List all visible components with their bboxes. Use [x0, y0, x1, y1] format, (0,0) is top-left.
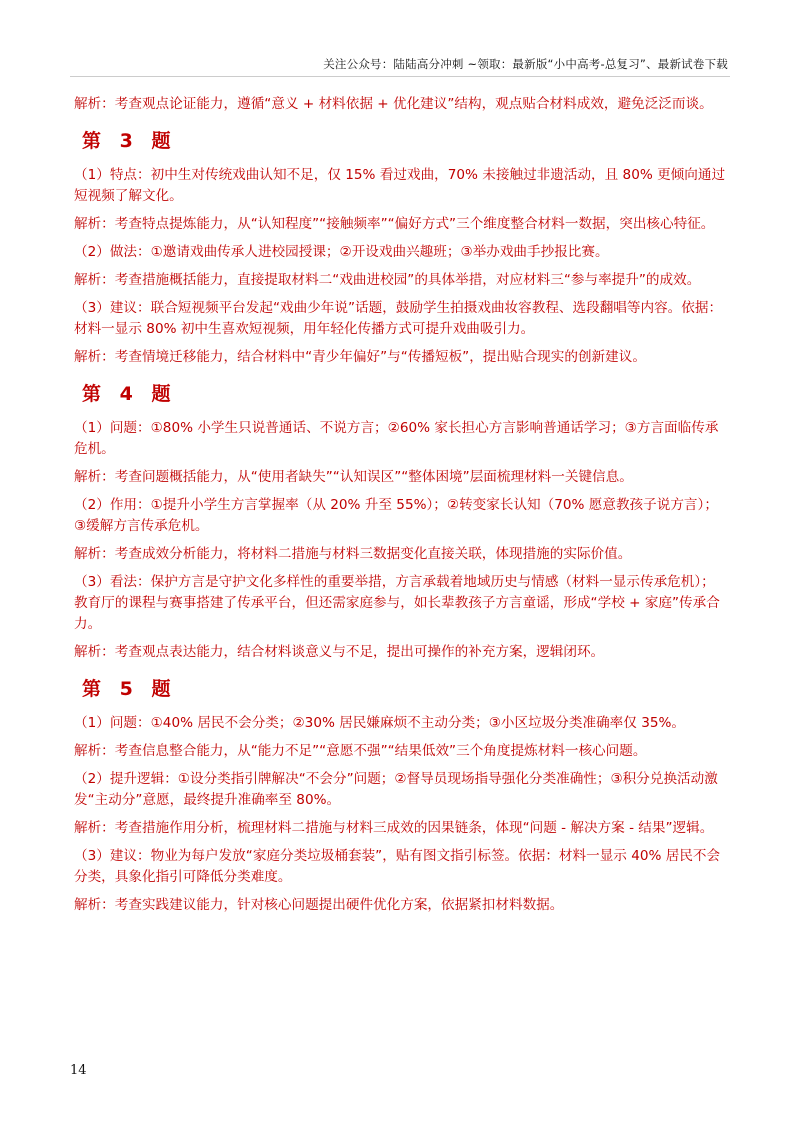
question-title: 第 4 题: [82, 383, 177, 405]
answer-part: （2）作用：①提升小学生方言掌握率（从 20% 升至 55%）；②转变家长认知（70% 愿意教孩子说方言）；③缓解方言传承危机。: [74, 497, 718, 534]
answer-part: （1）特点：初中生对传统戏曲认知不足，仅 15% 看过戏曲，70% 未接触过非遗活动，且 80% 更倾向通过短视频了解文化。: [74, 167, 726, 204]
question-4: [74, 382, 728, 663]
analysis-text: 解析：考查措施作用分析，梳理材料二措施与材料三成效的因果链条，体现“问题 - 解决方案 - 结果”逻辑。: [74, 820, 714, 836]
analysis-text: 解析：考查情境迁移能力，结合材料中“青少年偏好”与“传播短板”，提出贴合现实的创新建议。: [74, 349, 646, 365]
document-body: [74, 94, 728, 923]
answer-part: （3）看法：保护方言是守护文化多样性的重要举措，方言承载着地域历史与情感（材料一显示传承危机）；教育厅的课程与赛事搭建了传承平台，但还需家庭参与，如长辈教孩子方言童谣，形成“学校 + 家庭”传承合力。: [74, 574, 720, 632]
answer-part: （3）建议：物业为每户发放“家庭分类垃圾桶套装”，贴有图文指引标签。依据：材料一显示 40% 居民不会分类，具象化指引可降低分类难度。: [74, 848, 721, 885]
answer-part: （2）做法：①邀请戏曲传承人进校园授课；②开设戏曲兴趣班；③举办戏曲手抄报比赛。: [74, 244, 609, 260]
question-5: [74, 677, 728, 916]
analysis-text: 解析：考查措施概括能力，直接提取材料二“戏曲进校园”的具体举措，对应材料三“参与率提升”的成效。: [74, 272, 701, 288]
intro-analysis: 解析：考查观点论证能力，遵循“意义 + 材料依据 + 优化建议”结构，观点贴合材料成效，避免泛泛而谈。: [74, 96, 713, 112]
analysis-text: 解析：考查实践建议能力，针对核心问题提出硬件优化方案，依据紧扣材料数据。: [74, 897, 564, 913]
answer-part: （2）提升逻辑：①设分类指引牌解决“不会分”问题；②督导员现场指导强化分类准确性；③积分兑换活动激发“主动分”意愿，最终提升准确率至 80%。: [74, 771, 718, 808]
question-title: 第 5 题: [82, 678, 177, 700]
answer-part: （1）问题：①80% 小学生只说普通话、不说方言；②60% 家长担心方言影响普通话学习；③方言面临传承危机。: [74, 420, 719, 457]
analysis-text: 解析：考查信息整合能力，从“能力不足”“意愿不强”“结果低效”三个角度提炼材料一核心问题。: [74, 743, 647, 759]
header-divider: [70, 76, 730, 77]
analysis-text: 解析：考查特点提炼能力，从“认知程度”“接触频率”“偏好方式”三个维度整合材料一数据，突出核心特征。: [74, 216, 715, 232]
page-header: 关注公众号：陆陆高分冲刺 ~领取：最新版“小中高考-总复习”、最新试卷下载: [323, 57, 728, 71]
answer-part: （1）问题：①40% 居民不会分类；②30% 居民嫌麻烦不主动分类；③小区垃圾分类准确率仅 35%。: [74, 715, 685, 731]
question-title: 第 3 题: [82, 130, 177, 152]
analysis-text: 解析：考查问题概括能力，从“使用者缺失”“认知误区”“整体困境”层面梳理材料一关键信息。: [74, 469, 633, 485]
analysis-text: 解析：考查观点表达能力，结合材料谈意义与不足，提出可操作的补充方案，逻辑闭环。: [74, 644, 605, 660]
page-number: 14: [70, 1063, 87, 1078]
question-3: [74, 129, 728, 368]
answer-part: （3）建议：联合短视频平台发起“戏曲少年说”话题，鼓励学生拍摄戏曲妆容教程、选段翻唱等内容。依据：材料一显示 80% 初中生喜欢短视频，用年轻化传播方式可提升戏曲吸引力。: [74, 300, 723, 337]
analysis-text: 解析：考查成效分析能力，将材料二措施与材料三数据变化直接关联，体现措施的实际价值。: [74, 546, 632, 562]
